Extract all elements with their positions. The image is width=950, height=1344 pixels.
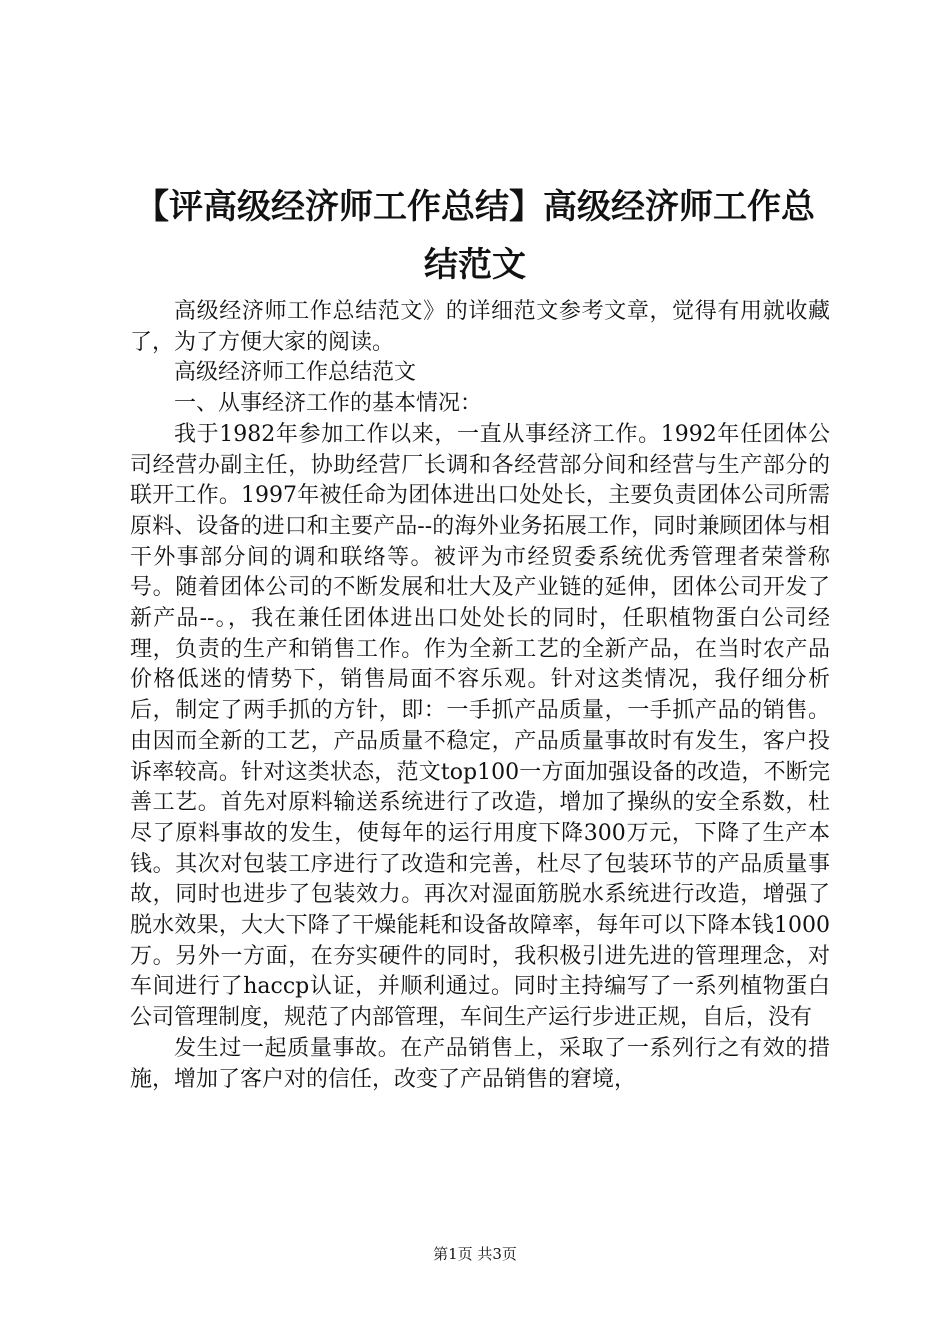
document-body — [130, 297, 830, 1095]
document-title: 【评高级经济师工作总结】高级经济师工作总结范文 — [135, 187, 815, 285]
paragraph-continued: 发生过一起质量事故。在产品销售上，采取了一系列行之有效的措施，增加了客户对的信任，改变了产品销售的窘境， — [130, 1035, 830, 1092]
page-footer: 第1页 共3页 — [433, 1245, 517, 1263]
paragraph-main: 我于1982年参加工作以来，一直从事经济工作。1992年任团体公司经营办副主任，协助经营厂长调和各经营部分间和经营与生产部分的联开工作。1997年被任命为团体进出口处处长，主要负责团体公司所需原料、设备的进口和主要产品--的海外业务拓展工作，同时兼顾团体与相干外事部分间的调和联络等。被评为市经贸委系统优秀管理者荣誉称号。随着团体公司的不断发展和壮大及产业链的延伸，团体公司开发了新产品--。，我在兼任团体进出口处处长的同时，任职植物蛋白公司经理，负责的生产和销售工作。作为全新工艺的全新产品，在当时农产品价格低迷的情势下，销售局面不容乐观。针对这类情况，我仔细分析后，制定了两手抓的方针，即：一手抓产品质量，一手抓产品的销售。由因而全新的工艺，产品质量不稳定，产品质量事故时有发生，客户投诉率较高。针对这类状态，范文top100一方面加强设备的改造，不断完善工艺。首先对原料输送系统进行了改造，增加了操纵的安全系数，杜尽了原料事故的发生，使每年的运行用度下降300万元，下降了生产本钱。其次对包装工序进行了改造和完善，杜尽了包装环节的产品质量事故，同时也进步了包装效力。再次对湿面筋脱水系统进行改造，增强了脱水效果，大大下降了干燥能耗和设备故障率，每年可以下降本钱1000万。另外一方面，在夯实硬件的同时，我积极引进先进的管理理念，对车间进行了haccp认证，并顺利通过。同时主持编写了一系列植物蛋白公司管理制度，规范了内部管理，车间生产运行步进正规，自后，没有 — [130, 421, 830, 1031]
section-heading: 一、从事经济工作的基本情况： — [174, 391, 483, 417]
paragraph-subtitle: 高级经济师工作总结范文 — [174, 360, 417, 386]
paragraph-intro: 高级经济师工作总结范文》的详细范文参考文章，觉得有用就收藏了，为了方便大家的阅读。 — [130, 299, 830, 355]
